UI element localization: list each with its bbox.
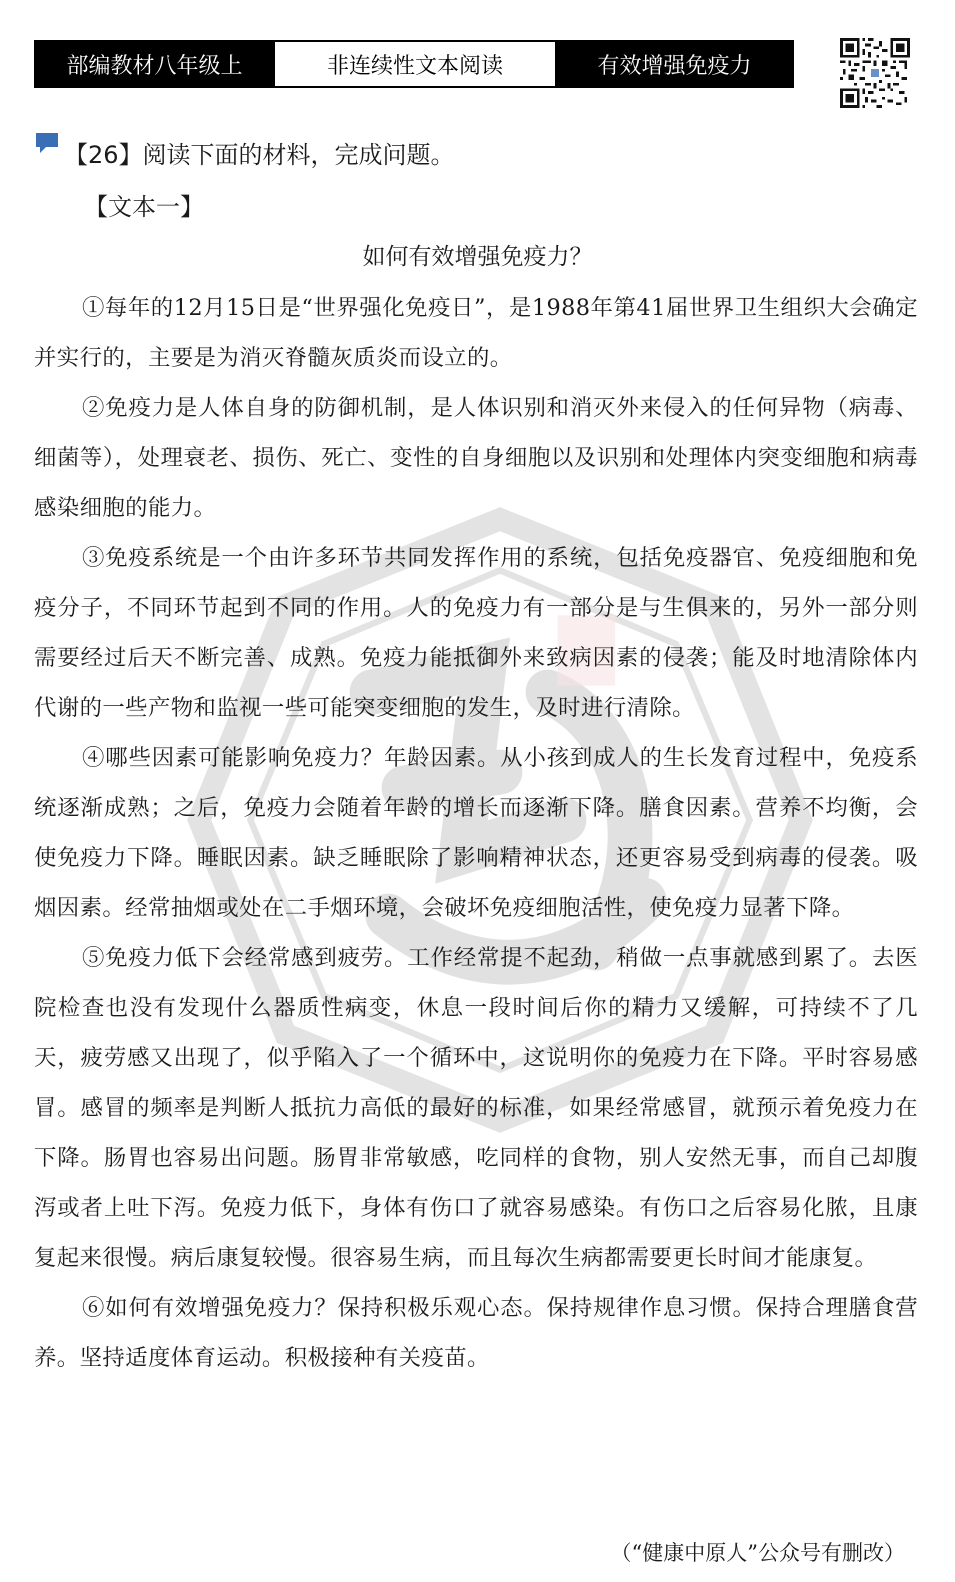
paragraph-6: ⑥如何有效增强免疫力？保持积极乐观心态。保持规律作息习惯。保持合理膳食营养。坚持适度体育运动。积极接种有关疫苗。 bbox=[34, 1295, 918, 1371]
question-number: 【26】 bbox=[64, 141, 143, 169]
header-cell-topic: 有效增强免疫力 bbox=[557, 42, 792, 86]
article-title: 如何有效增强免疫力？ bbox=[362, 244, 593, 270]
qr-code-icon[interactable] bbox=[840, 38, 910, 108]
paragraph-4: ④哪些因素可能影响免疫力？年龄因素。从小孩到成人的生长发育过程中，免疫系统逐渐成熟；之后，免疫力会随着年龄的增长而逐渐下降。膳食因素。营养不均衡，会使免疫力下降。睡眠因素。缺乏睡眠除了影响精神状态，还更容易受到病毒的侵袭。吸烟因素。经常抽烟或处在二手烟环境，会破坏免疫细胞活性，使免疫力显著下降。 bbox=[34, 745, 918, 921]
question-line bbox=[64, 138, 455, 172]
paragraph-2: ②免疫力是人体自身的防御机制，是人体识别和消灭外来侵入的任何异物（病毒、细菌等），处理衰老、损伤、死亡、变性的自身细胞以及识别和处理体内突变细胞和病毒感染细胞的能力。 bbox=[34, 395, 918, 521]
bookmark-icon bbox=[34, 131, 60, 155]
text-label: 【文本一】 bbox=[84, 193, 204, 221]
source-citation: （“健康中原人”公众号有删改） bbox=[610, 1541, 905, 1565]
paragraph-5: ⑤免疫力低下会经常感到疲劳。工作经常提不起劲，稍做一点事就感到累了。去医院检查也没有发现什么器质性病变，休息一段时间后你的精力又缓解，可持续不了几天，疲劳感又出现了，似乎陷入了一个循环中，这说明你的免疫力在下降。平时容易感冒。感冒的频率是判断人抵抗力高低的最好的标准，如果经常感冒，就预示着免疫力在下降。肠胃也容易出问题。肠胃非常敏感，吃同样的食物，别人安然无事，而自己却腹泻或者上吐下泻。免疫力低下，身体有伤口了就容易感染。有伤口之后容易化脓，且康复起来很慢。病后康复较慢。很容易生病，而且每次生病都需要更长时间才能康复。 bbox=[34, 945, 918, 1271]
question-prompt: 阅读下面的材料，完成问题。 bbox=[142, 141, 455, 169]
paragraph-3: ③免疫系统是一个由许多环节共同发挥作用的系统，包括免疫器官、免疫细胞和免疫分子，不同环节起到不同的作用。人的免疫力有一部分是与生俱来的，另外一部分则需要经过后天不断完善、成熟。免疫力能抵御外来致病因素的侵袭；能及时地清除体内代谢的一些产物和监视一些可能突变细胞的发生，及时进行清除。 bbox=[34, 545, 918, 721]
article-body bbox=[34, 283, 918, 1383]
header-cell-grade: 部编教材八年级上 bbox=[36, 42, 273, 86]
paragraph-1: ①每年的12月15日是“世界强化免疫日”，是1988年第41届世界卫生组织大会确定并实行的，主要是为消灭脊髓灰质炎而设立的。 bbox=[34, 295, 918, 371]
header-cell-type: 非连续性文本阅读 bbox=[273, 42, 557, 86]
header-bar bbox=[34, 40, 794, 88]
